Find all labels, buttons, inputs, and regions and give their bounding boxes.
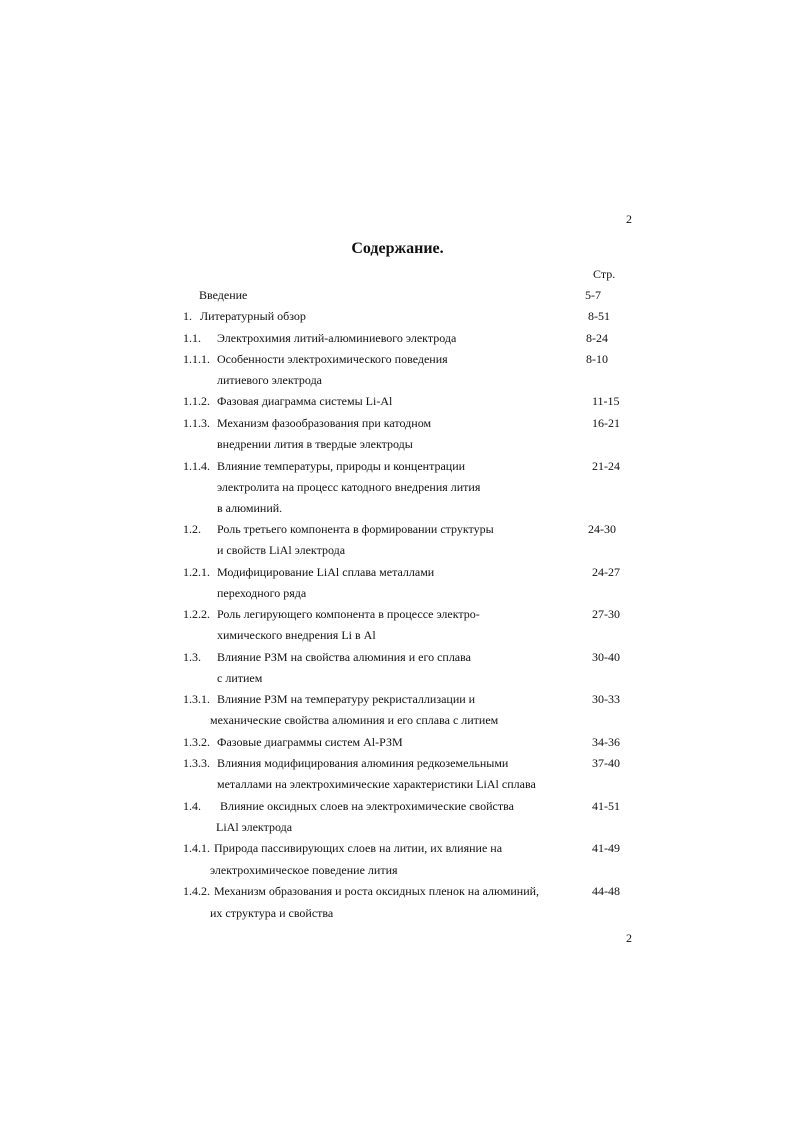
toc-entry-pages: 5-7: [585, 288, 601, 302]
toc-entry-pages: 24-27: [592, 565, 620, 579]
toc-entry-title: Введение: [199, 288, 248, 302]
toc-entry-pages: 30-33: [592, 692, 620, 706]
toc-entry-number: 1.2.2.: [183, 607, 210, 621]
toc-entry-title: и свойств LiAl электрода: [217, 543, 346, 557]
page-number-top: 2: [626, 212, 632, 226]
toc-entry-title: электролита на процесс катодного внедрения лития: [217, 480, 481, 494]
toc-entry-title: Модифицирование LiAl сплава металлами: [217, 565, 435, 579]
toc-entry-title: Роль легирующего компонента в процессе электро-: [217, 607, 480, 621]
toc-entry-number: 1.2.: [183, 522, 201, 536]
toc-entry-number: 1.3.3.: [183, 756, 210, 770]
toc-entry-pages: 37-40: [592, 756, 620, 770]
toc-entry-title: Влияние оксидных слоев на электрохимические свойства: [220, 799, 514, 813]
toc-entry-pages: 34-36: [592, 735, 620, 749]
toc-entry-title: Роль третьего компонента в формировании структуры: [217, 522, 494, 536]
toc-entry-title: Фазовые диаграммы систем Al-РЗМ: [217, 735, 403, 749]
toc-entry-number: 1.1.3.: [183, 416, 210, 430]
toc-entry-number: 1.1.: [183, 331, 201, 345]
toc-entry-title: Влияние РЗМ на свойства алюминия и его сплава: [217, 650, 471, 664]
toc-entry-title: Влияние температуры, природы и концентрации: [217, 459, 466, 473]
pages-column-header: Стр.: [593, 267, 616, 281]
toc-entry-title: Механизм фазообразования при катодном: [217, 416, 432, 430]
toc-entry-number: 1.4.: [183, 799, 201, 813]
toc-entry-title: Механизм образования и роста оксидных пленок на алюминий,: [214, 884, 540, 898]
toc-entry-title: Влияния модифицирования алюминия редкоземельными: [217, 756, 509, 770]
toc-entry-pages: 24-30: [588, 522, 616, 536]
toc-entry-pages: 16-21: [592, 416, 620, 430]
toc-entry-pages: 8-24: [586, 331, 608, 345]
toc-entry-title: их структура и свойства: [210, 906, 334, 920]
toc-entry-number: 1.3.1.: [183, 692, 210, 706]
toc-entry-number: 1.1.4.: [183, 459, 210, 473]
toc-entry-pages: 27-30: [592, 607, 620, 621]
toc-entry-number: 1.4.1.: [183, 841, 210, 855]
toc-entry-number: 1.2.1.: [183, 565, 210, 579]
toc-entry-pages: 30-40: [592, 650, 620, 664]
page-number-bottom: 2: [626, 931, 632, 945]
toc-entry-title: с литием: [217, 671, 263, 685]
toc-entry-number: 1.: [183, 309, 192, 323]
toc-entry-title: Литературный обзор: [200, 309, 306, 323]
toc-entry-title: Природа пассивирующих слоев на литии, их влияние на: [214, 841, 503, 855]
toc-entry-title: Электрохимия литий-алюминиевого электрода: [217, 331, 457, 345]
toc-entry-number: 1.3.2.: [183, 735, 210, 749]
toc-entry-title: внедрении лития в твердые электроды: [217, 437, 413, 451]
toc-entry-title: металлами на электрохимические характеристики LiAl сплава: [217, 777, 536, 791]
toc-entry-pages: 11-15: [592, 394, 620, 408]
toc-entry-title: переходного ряда: [217, 586, 307, 600]
toc-entry-title: в алюминий.: [217, 501, 283, 515]
toc-entry-number: 1.1.2.: [183, 394, 210, 408]
toc-entry-title: Влияние РЗМ на температуру рекристаллизации и: [217, 692, 476, 706]
toc-entry-pages: 8-10: [586, 352, 608, 366]
toc-entry-title: электрохимическое поведение лития: [210, 863, 398, 877]
toc-entry-number: 1.1.1.: [183, 352, 210, 366]
toc-entry-pages: 44-48: [592, 884, 620, 898]
toc-entry-pages: 41-49: [592, 841, 620, 855]
toc-entry-title: LiAl электрода: [216, 820, 293, 834]
toc-entry-number: 1.4.2.: [183, 884, 210, 898]
toc-entry-pages: 21-24: [592, 459, 620, 473]
toc-entry-pages: 41-51: [592, 799, 620, 813]
toc-entry-title: литиевого электрода: [217, 373, 323, 387]
page-title: Содержание.: [351, 240, 444, 257]
toc-entry-title: Особенности электрохимического поведения: [217, 352, 448, 366]
toc-entry-title: Фазовая диаграмма системы Li-Al: [217, 394, 393, 408]
toc-entry-title: механические свойства алюминия и его сплава с литием: [210, 713, 499, 727]
toc-entry-number: 1.3.: [183, 650, 201, 664]
toc-entry-title: химического внедрения Li в Al: [217, 628, 376, 642]
toc-entry-pages: 8-51: [588, 309, 610, 323]
